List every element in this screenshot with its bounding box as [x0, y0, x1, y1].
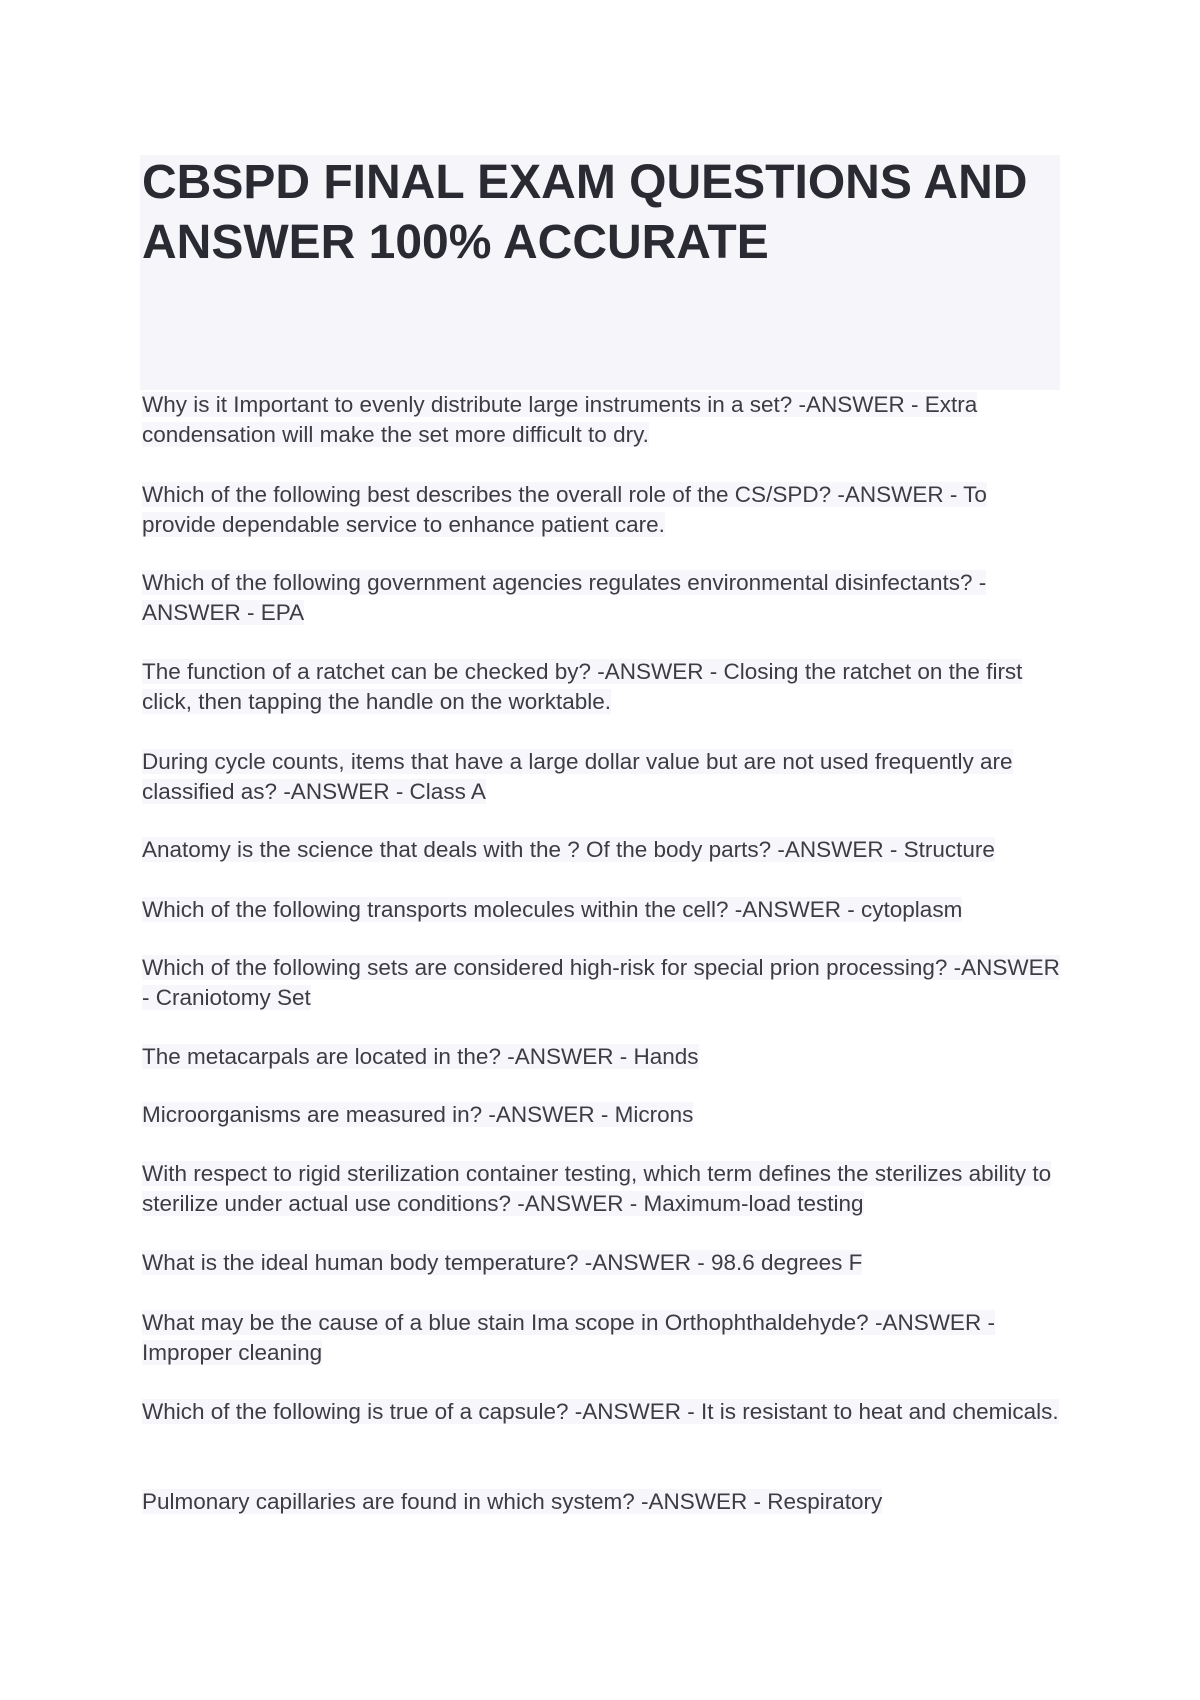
document-title: CBSPD FINAL EXAM QUESTIONS AND ANSWER 100% ACCURATE [142, 156, 1028, 269]
qa-item: The function of a ratchet can be checked by? -ANSWER - Closing the ratchet on the first click, then tapping the handle on the worktable. [142, 659, 1023, 714]
qa-item: Which of the following sets are considered high-risk for special prion processing? -ANSWER - Craniotomy Set [142, 955, 1060, 1010]
qa-item: Why is it Important to evenly distribute large instruments in a set? -ANSWER - Extra condensation will make the set more difficult to dry. [142, 392, 978, 447]
qa-item: Pulmonary capillaries are found in which system? -ANSWER - Respiratory [142, 1489, 883, 1514]
qa-item: Which of the following transports molecules within the cell? -ANSWER - cytoplasm [142, 897, 963, 922]
qa-item: Microorganisms are measured in? -ANSWER - Microns [142, 1102, 694, 1127]
qa-item: Anatomy is the science that deals with the ? Of the body parts? -ANSWER - Structure [142, 837, 995, 862]
qa-item: During cycle counts, items that have a large dollar value but are not used frequently are classified as? -ANSWER - Class A [142, 749, 1013, 804]
qa-item: Which of the following is true of a capsule? -ANSWER - It is resistant to heat and chemicals. [142, 1399, 1059, 1424]
qa-item: What may be the cause of a blue stain Ima scope in Orthophthaldehyde? -ANSWER - Improper cleaning [142, 1310, 995, 1365]
qa-item: What is the ideal human body temperature? -ANSWER - 98.6 degrees F [142, 1250, 863, 1275]
qa-item: Which of the following government agencies regulates environmental disinfectants? -ANSWER - EPA [142, 570, 987, 625]
qa-item: Which of the following best describes the overall role of the CS/SPD? -ANSWER - To provide dependable service to enhance patient care. [142, 482, 987, 537]
qa-item: The metacarpals are located in the? -ANSWER - Hands [142, 1044, 699, 1069]
qa-item: With respect to rigid sterilization container testing, which term defines the sterilizes ability to sterilize under actual use conditions? -ANSWER - Maximum-load testing [142, 1161, 1052, 1216]
